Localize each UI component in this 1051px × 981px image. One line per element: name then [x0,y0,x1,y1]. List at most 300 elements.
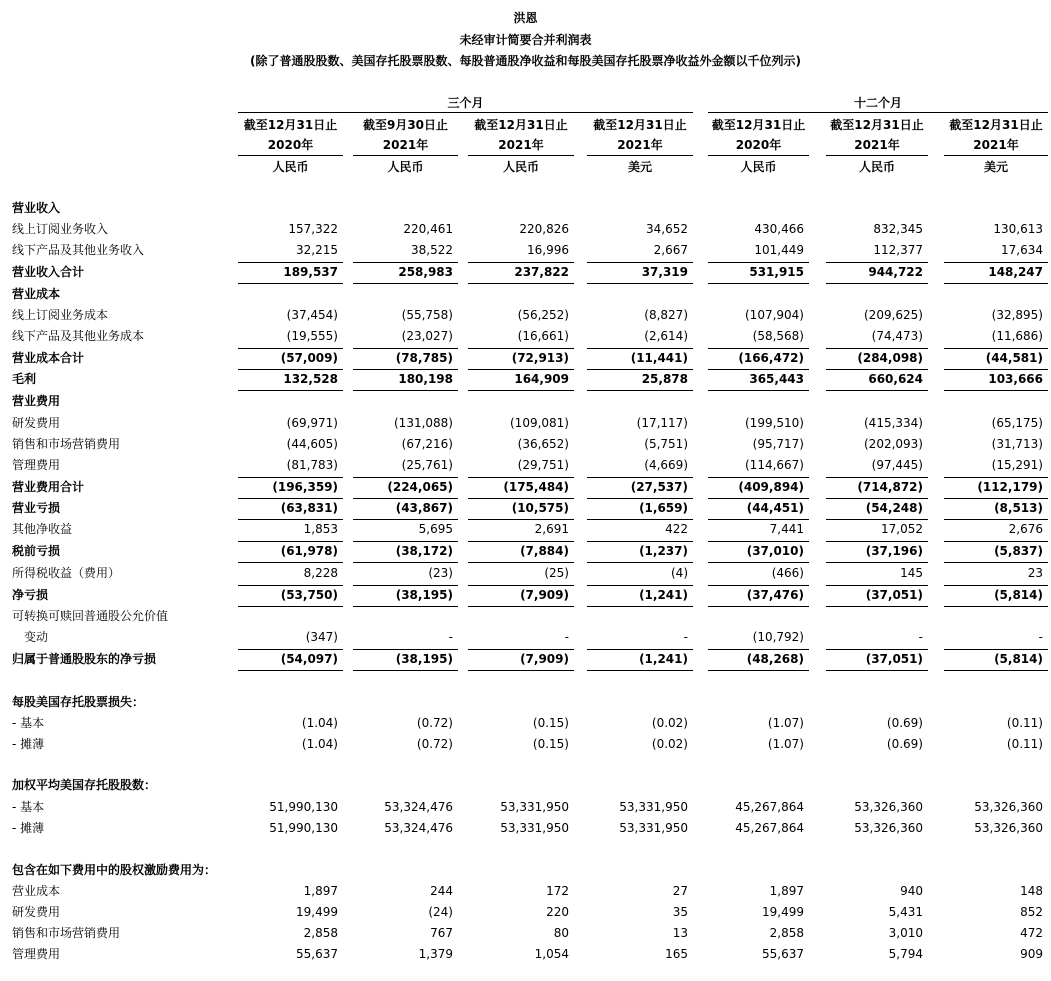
total-rule [468,477,574,478]
row-label: 线下产品及其他业务成本 [12,329,145,343]
cell-value: (56,252) [517,308,569,322]
total-rule [708,670,809,671]
cell-value: (15,291) [991,458,1043,472]
cell-value: 148,247 [988,265,1043,279]
total-rule [468,348,574,349]
row-label: 管理费用 [12,947,61,961]
total-rule [587,541,693,542]
total-rule [468,649,574,650]
table-row [0,262,1051,283]
cell-value: (11,441) [630,351,688,365]
total-rule [944,541,1048,542]
column-currency-7: 美元 [983,160,1008,174]
cell-value: (55,758) [401,308,453,322]
column-year-1: 2020年 [267,138,314,152]
cell-value: (43,867) [395,501,453,515]
total-rule [468,262,574,263]
row-label: 研发费用 [12,416,61,430]
table-row [0,692,1051,713]
cell-value: 51,990,130 [269,800,338,814]
group-three-months: 三个月 [447,96,484,110]
cell-value: (4,669) [644,458,688,472]
cell-value: 2,667 [653,243,688,257]
table-row [0,627,1051,648]
cell-value: 258,983 [398,265,453,279]
cell-value: 53,326,360 [854,821,923,835]
cell-value: (202,093) [864,437,923,451]
cell-value: (37,051) [865,652,923,666]
cell-value: (466) [771,566,804,580]
cell-value: (209,625) [864,308,923,322]
column-header-rule-1 [238,155,343,156]
table-row [0,284,1051,305]
cell-value: 2,858 [303,926,338,940]
table-row [0,391,1051,412]
cell-value: 148 [1020,884,1043,898]
row-label: 每股美国存托股票损失： [12,695,145,709]
cell-value: (36,652) [517,437,569,451]
cell-value: - [564,630,569,644]
total-rule [708,541,809,542]
row-label: - 基本 [12,800,45,814]
cell-value: 19,499 [762,905,804,919]
cell-value: (53,750) [280,588,338,602]
cell-value: (2,614) [644,329,688,343]
cell-value: (1,241) [639,652,688,666]
total-rule [353,585,458,586]
row-label: 净亏损 [12,588,49,602]
cell-value: (25) [544,566,569,580]
cell-value: (112,179) [977,480,1043,494]
cell-value: (224,065) [387,480,453,494]
cell-value: 1,897 [303,884,338,898]
table-row [0,860,1051,881]
cell-value: (37,010) [746,544,804,558]
total-rule [587,369,693,370]
total-rule [944,585,1048,586]
row-label: 营业费用合计 [12,480,85,494]
cell-value: (1,241) [639,588,688,602]
cell-value: 19,499 [296,905,338,919]
cell-value: 220 [546,905,569,919]
row-label: 包含在如下费用中的股权激励费用为： [12,863,217,877]
cell-value: 145 [900,566,923,580]
table-row [0,944,1051,965]
cell-value: (95,717) [752,437,804,451]
total-rule [587,498,693,499]
cell-value: (16,661) [517,329,569,343]
table-row [0,713,1051,734]
cell-value: 430,466 [754,222,804,236]
column-currency-4: 美元 [627,160,652,174]
total-rule [468,541,574,542]
cell-value: 27 [672,884,688,898]
table-row [0,348,1051,369]
column-period-3: 截至12月31日止 [474,118,568,132]
column-period-4: 截至12月31日止 [593,118,687,132]
column-year-3: 2021年 [498,138,544,152]
cell-value: (57,009) [280,351,338,365]
cell-value: (74,473) [871,329,923,343]
cell-value: (0.15) [532,737,569,751]
cell-value: 5,431 [888,905,923,919]
cell-value: (27,537) [630,480,688,494]
table-row [0,219,1051,240]
column-header-rule-4 [587,155,693,156]
column-header-rule-3 [468,155,574,156]
table-row [0,818,1051,839]
table-row [0,734,1051,755]
cell-value: (81,783) [286,458,338,472]
total-rule [826,262,928,263]
cell-value: (63,831) [280,501,338,515]
column-currency-3: 人民币 [502,160,539,174]
total-rule [826,541,928,542]
table-row [0,606,1051,627]
table-row [0,775,1051,796]
cell-value: 53,331,950 [500,800,569,814]
table-row [0,305,1051,326]
table-row [0,326,1051,347]
cell-value: 53,331,950 [500,821,569,835]
column-currency-1: 人民币 [272,160,309,174]
row-label: 营业收入 [12,201,61,215]
total-rule [826,649,928,650]
total-rule [353,670,458,671]
cell-value: (5,751) [644,437,688,451]
cell-value: 130,613 [993,222,1043,236]
statement-title: 未经审计简要合并利润表 [459,33,592,47]
row-label: 营业亏损 [12,501,61,515]
total-rule [708,585,809,586]
total-rule [708,369,809,370]
table-row [0,585,1051,606]
group-twelve-months: 十二个月 [853,96,902,110]
total-rule [587,670,693,671]
cell-value: (0.02) [651,716,688,730]
cell-value: (7,884) [520,544,569,558]
cell-value: 53,326,360 [854,800,923,814]
table-row [0,519,1051,540]
column-header-rule-6 [826,155,928,156]
table-row [0,923,1051,944]
row-label: 营业收入合计 [12,265,85,279]
cell-value: (38,195) [395,652,453,666]
row-label: 管理费用 [12,458,61,472]
total-rule [826,498,928,499]
table-row [0,498,1051,519]
cell-value: 101,449 [754,243,804,257]
cell-value: 940 [900,884,923,898]
row-label: 加权平均美国存托股股数： [12,778,157,792]
table-row [0,413,1051,434]
total-rule [708,262,809,263]
total-rule [353,369,458,370]
cell-value: 53,324,476 [384,821,453,835]
cell-value: (37,051) [865,588,923,602]
cell-value: 37,319 [641,265,688,279]
column-header-rule-5 [708,155,809,156]
cell-value: 1,054 [534,947,569,961]
cell-value: (0.69) [886,716,923,730]
cell-value: (166,472) [738,351,804,365]
cell-value: 51,990,130 [269,821,338,835]
row-label: 销售和市场营销费用 [12,926,121,940]
cell-value: 8,228 [303,566,338,580]
cell-value: 112,377 [873,243,923,257]
row-label: 销售和市场营销费用 [12,437,121,451]
cell-value: 365,443 [749,372,804,386]
cell-value: 45,267,864 [735,800,804,814]
cell-value: 2,691 [534,522,569,536]
cell-value: 220,461 [403,222,453,236]
cell-value: (65,175) [991,416,1043,430]
total-rule [944,262,1048,263]
total-rule [944,348,1048,349]
total-rule [238,585,343,586]
total-rule [708,348,809,349]
cell-value: (31,713) [991,437,1043,451]
cell-value: 35 [672,905,688,919]
cell-value: (284,098) [857,351,923,365]
row-label: 税前亏损 [12,544,61,558]
cell-value: (114,667) [745,458,804,472]
cell-value: (48,268) [746,652,804,666]
row-label: - 基本 [12,716,45,730]
column-period-6: 截至12月31日止 [830,118,924,132]
row-label: 营业成本 [12,287,61,301]
cell-value: (4) [671,566,688,580]
column-year-5: 2020年 [735,138,782,152]
total-rule [238,649,343,650]
cell-value: - [1038,630,1043,644]
cell-value: (19,555) [286,329,338,343]
row-label: 所得税收益（费用） [12,566,121,580]
cell-value: (44,451) [746,501,804,515]
cell-value: 180,198 [398,372,453,386]
cell-value: (44,605) [286,437,338,451]
cell-value: - [448,630,453,644]
row-label: 线上订阅业务收入 [12,222,109,236]
row-label: 毛利 [12,372,37,386]
cell-value: (38,172) [395,544,453,558]
total-rule [238,369,343,370]
cell-value: 53,324,476 [384,800,453,814]
total-rule [238,498,343,499]
cell-value: 1,853 [303,522,338,536]
cell-value: (61,978) [280,544,338,558]
cell-value: 5,695 [418,522,453,536]
cell-value: 165 [665,947,688,961]
cell-value: (10,792) [752,630,804,644]
cell-value: 422 [665,522,688,536]
total-rule [353,541,458,542]
table-row [0,477,1051,498]
total-rule [238,348,343,349]
cell-value: (0.15) [532,716,569,730]
cell-value: (78,785) [395,351,453,365]
total-rule [708,477,809,478]
column-year-4: 2021年 [617,138,663,152]
cell-value: 132,528 [283,372,338,386]
column-period-1: 截至12月31日止 [243,118,338,132]
total-rule [944,649,1048,650]
total-rule [826,477,928,478]
cell-value: 17,052 [881,522,923,536]
total-rule [468,498,574,499]
total-rule [353,477,458,478]
group-twelve-months-rule [708,112,1048,113]
cell-value: (199,510) [745,416,804,430]
cell-value: 16,996 [527,243,569,257]
column-year-2: 2021年 [382,138,429,152]
cell-value: (37,196) [865,544,923,558]
cell-value: 5,794 [888,947,923,961]
cell-value: 157,322 [288,222,338,236]
cell-value: (415,334) [864,416,923,430]
cell-value: (5,837) [994,544,1043,558]
total-rule [238,262,343,263]
cell-value: (1.04) [301,716,338,730]
cell-value: (0.02) [651,737,688,751]
cell-value: (109,081) [510,416,569,430]
row-label: 可转换可赎回普通股公允价值 [12,609,169,623]
row-label: 营业费用 [12,394,61,408]
column-period-7: 截至12月31日止 [949,118,1043,132]
row-label: 归属于普通股股东的净亏损 [12,652,157,666]
cell-value: (8,513) [994,501,1043,515]
total-rule [353,649,458,650]
cell-value: 55,637 [762,947,804,961]
cell-value: (38,195) [395,588,453,602]
row-label: 营业成本合计 [12,351,85,365]
cell-value: 164,909 [514,372,569,386]
table-row [0,563,1051,584]
total-rule [708,498,809,499]
cell-value: (714,872) [857,480,923,494]
row-label: 研发费用 [12,905,61,919]
row-label: - 摊薄 [12,821,45,835]
cell-value: 17,634 [1001,243,1043,257]
cell-value: (69,971) [286,416,338,430]
table-row [0,455,1051,476]
cell-value: 944,722 [868,265,923,279]
cell-value: 38,522 [411,243,453,257]
cell-value: (58,568) [752,329,804,343]
cell-value: - [683,630,688,644]
total-rule [944,369,1048,370]
cell-value: (347) [305,630,338,644]
row-label: 变动 [24,630,49,644]
total-rule [238,541,343,542]
cell-value: 1,897 [769,884,804,898]
cell-value: 45,267,864 [735,821,804,835]
table-row [0,902,1051,923]
cell-value: (37,454) [286,308,338,322]
cell-value: 237,822 [514,265,569,279]
cell-value: (97,445) [871,458,923,472]
row-label: 线上订阅业务成本 [12,308,109,322]
cell-value: 244 [430,884,453,898]
total-rule [468,369,574,370]
cell-value: (24) [428,905,453,919]
total-rule [708,649,809,650]
cell-value: 767 [430,926,453,940]
cell-value: (67,216) [401,437,453,451]
column-year-7: 2021年 [973,138,1019,152]
cell-value: (0.11) [1006,737,1043,751]
cell-value: 103,666 [988,372,1043,386]
cell-value: (5,814) [994,588,1043,602]
cell-value: 531,915 [749,265,804,279]
cell-value: (1.07) [767,737,804,751]
total-rule [353,498,458,499]
cell-value: (409,894) [738,480,804,494]
cell-value: (54,097) [280,652,338,666]
cell-value: 25,878 [641,372,688,386]
total-rule [238,670,343,671]
column-header-rule-7 [944,155,1048,156]
cell-value: (5,814) [994,652,1043,666]
column-period-2: 截至9月30日止 [362,118,449,132]
cell-value: 7,441 [769,522,804,536]
table-row [0,797,1051,818]
total-rule [353,348,458,349]
cell-value: (0.72) [416,716,453,730]
cell-value: (196,359) [272,480,338,494]
cell-value: 53,331,950 [619,821,688,835]
total-rule [353,262,458,263]
total-rule [238,477,343,478]
total-rule [468,670,574,671]
cell-value: 660,624 [868,372,923,386]
column-currency-2: 人民币 [387,160,424,174]
statement-subtitle: (除了普通股股数、美国存托股票股数、每股普通股净收益和每股美国存托股票净收益外金额以千位列示) [250,54,801,68]
table-row [0,881,1051,902]
total-rule [826,348,928,349]
column-header-rule-2 [353,155,458,156]
cell-value: (1.07) [767,716,804,730]
cell-value: (7,909) [520,652,569,666]
total-rule [826,670,928,671]
total-rule [944,477,1048,478]
row-label: 营业成本 [12,884,61,898]
total-rule [944,498,1048,499]
cell-value: 23 [1027,566,1043,580]
column-currency-5: 人民币 [740,160,777,174]
total-rule [587,348,693,349]
cell-value: (8,827) [644,308,688,322]
cell-value: (23,027) [401,329,453,343]
cell-value: (32,895) [991,308,1043,322]
table-row [0,198,1051,219]
cell-value: 32,215 [296,243,338,257]
cell-value: (0.11) [1006,716,1043,730]
table-row [0,369,1051,390]
table-row [0,434,1051,455]
row-label: - 摊薄 [12,737,45,751]
total-rule [468,585,574,586]
cell-value: (29,751) [517,458,569,472]
total-rule [587,585,693,586]
cell-value: (37,476) [746,588,804,602]
cell-value: (72,913) [511,351,569,365]
cell-value: (175,484) [503,480,569,494]
cell-value: 1,379 [418,947,453,961]
column-currency-6: 人民币 [858,160,895,174]
cell-value: 472 [1020,926,1043,940]
cell-value: (25,761) [401,458,453,472]
